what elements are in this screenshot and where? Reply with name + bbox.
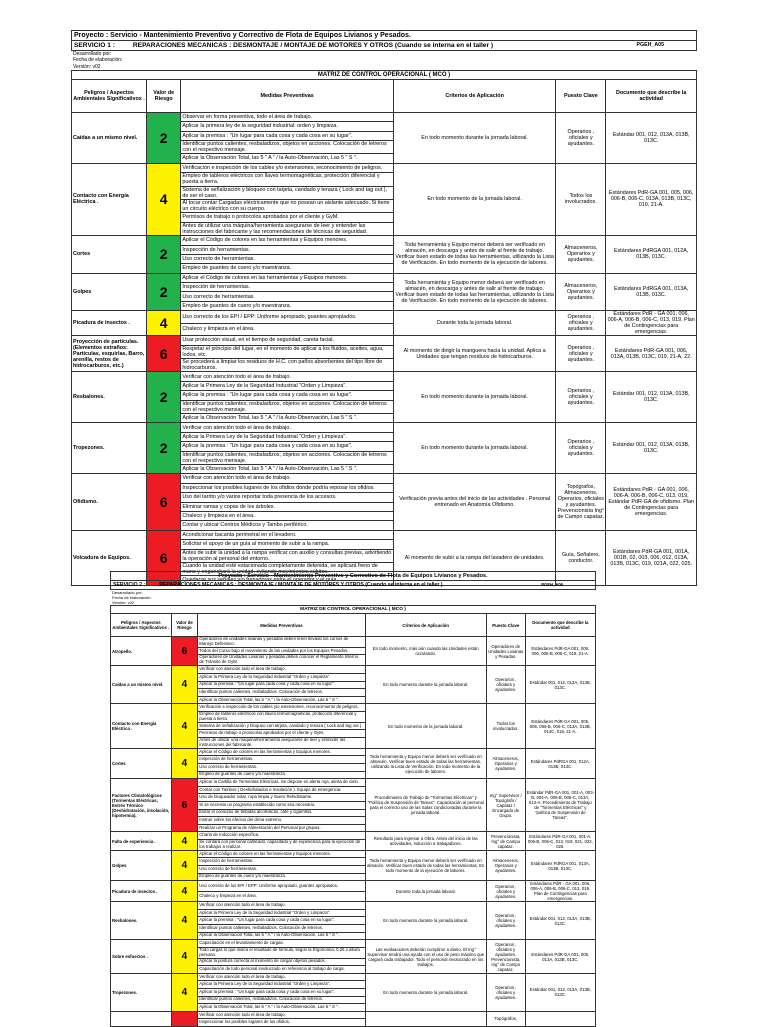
- service-label: SERVICIO 2 :: [113, 582, 146, 588]
- hazard-cell: Sobre esfuerzos .: [111, 940, 172, 974]
- preventive-measure: Observar en forma preventiva, todo el área de trabajo.: [181, 112, 394, 121]
- reference-document: Estándares PdR - GA 001, 006, 006-A, 006-B, 006-C, 013, 019. Plan de Contingencias para emergencias.: [525, 881, 595, 902]
- preventive-measure: Charla de Inducción específica.: [198, 832, 365, 840]
- mco-sheet-2: [110, 571, 596, 1027]
- key-position: Operarios , oficiales y ayudantes.: [556, 423, 606, 474]
- preventive-measure: Aplicar el Código de colores en las herramientas y Equipos menores.: [198, 850, 365, 858]
- preventive-measure: Permisos de trabajo o protocolos aprobados por el cliente y GyM.: [181, 213, 394, 222]
- reference-document: Estándar 001, 012, 013A, 013B, 013C.: [606, 372, 697, 423]
- meta-date: Fecha de elaboración:: [112, 595, 152, 600]
- service-code: PGEH_A06: [541, 582, 563, 587]
- table-row: [72, 336, 697, 345]
- preventive-measure: Empleo de guantes de cuero y/o maestranza.: [181, 301, 394, 310]
- reference-document: [525, 1011, 595, 1026]
- column-header: Criterios de Aplicación: [393, 79, 556, 112]
- service-code: PGEH_A05: [636, 42, 664, 48]
- application-criteria: En todo momento, más aún cuando las Unidades están circulando.: [365, 637, 486, 666]
- preventive-measure: Cuando la unidad esté estacionada completamente detenida, se aplicará freno de mano y enganchará la unidad, evitando movimientos súbitos.: [181, 562, 394, 575]
- hazard-cell: Tropezones.: [72, 423, 147, 474]
- preventive-measure: Si se necesita un programa establecido como sea necesario.: [198, 802, 365, 810]
- risk-value-cell: 4: [147, 163, 181, 235]
- risk-value-cell: 2: [147, 423, 181, 474]
- preventive-measure: Empleo de tableros eléctricos con llaves termomagnéticas, protección diferencial y puesta a tierra.: [181, 173, 394, 186]
- application-criteria: Procedimiento de Trabajo de "Tormentas Eléctricas" y "Política de Suspensión de Tareas". Capacitación al personal para el correcto uso de las Salas condicionadas durante la jornada laboral.: [365, 779, 486, 832]
- preventive-measure: Antes de utilizar una máquina/herramienta asegurarse de leer y entender las instrucciones del fabricante y las recomendaciones de técnicas de seguridad.: [181, 222, 394, 235]
- table-row: [72, 236, 697, 245]
- application-criteria: Las evaluaciones deberán cumplirse a diario. El Ing° Supervisor tendrá una ayuda con el uso de peso máximo que cargará cada trabajador. Todo el personal involucrado en los trabajos.: [365, 940, 486, 974]
- application-criteria: En todo momento durante la jornada laboral.: [393, 112, 556, 163]
- preventive-measure: Aplicar la Primera Ley de la Seguridad Industrial "Orden y Limpieza".: [198, 909, 365, 917]
- reference-document: Estándar 001, 012, 013A, 013B, 013C.: [606, 423, 697, 474]
- preventive-measure: Chaleco y limpieza en el área.: [181, 323, 394, 336]
- preventive-measure: Antes de utilizar una máquina/herramienta asegurarse de leer y entender las instrucciones del fabricante.: [198, 737, 365, 748]
- meta-block: [71, 51, 697, 70]
- risk-value-cell: 4: [171, 704, 198, 749]
- table-row: [111, 881, 596, 892]
- preventive-measure: Verificación e inspección de los cables y/o extensiones, reconocimiento de peligros.: [198, 704, 365, 712]
- reference-document: Estándares PdRGA 001, 012A, 013B, 013C.: [525, 748, 595, 778]
- meta-developed-by: Desarrollado por:: [112, 590, 143, 595]
- preventive-measure: Aplicar la Observación Total, las 5 " A " / la Auto-Observación, Las 5 " S ".: [198, 932, 365, 940]
- hazard-cell: Cortes: [72, 236, 147, 274]
- risk-value-cell: 4: [147, 311, 181, 336]
- column-header: Medidas Preventivas: [181, 79, 394, 112]
- risk-value-cell: 4: [171, 902, 198, 940]
- preventive-measure: Permisos de trabajo o protocolos aprobados por el cliente y GyM.: [198, 730, 365, 738]
- preventive-measure: Inspección de herramientas.: [198, 858, 365, 866]
- hazard-cell: Ofidismo.: [72, 474, 147, 530]
- table-row: [72, 474, 697, 483]
- column-header: Puesto Clave: [486, 614, 525, 637]
- application-criteria: Verificación previa antes del inicio de las actividades . Personal entrenado en Anatomía Ofidismo.: [393, 474, 556, 530]
- key-position: Operarios , oficiales y ayudantes. Prevencionista, Ing° de Campo capataz.: [486, 940, 525, 974]
- table-row: [111, 832, 596, 840]
- preventive-measure: Aplicar la Primera Ley de la Seguridad Industrial "Orden y Limpieza".: [198, 673, 365, 681]
- risk-value-cell: 4: [171, 666, 198, 704]
- application-criteria: En todo momento durante la jornada laboral.: [365, 666, 486, 704]
- key-position: Prevencionista, Ing° de Campo capataz.: [486, 832, 525, 850]
- hazard-cell: Picadura de insectos .: [72, 311, 147, 336]
- preventive-measure: Verificar con atención todo el área de trabajo.: [198, 902, 365, 910]
- service-header: [71, 41, 697, 51]
- application-criteria: En todo momento de la jornada laboral.: [393, 163, 556, 235]
- table-row: [72, 112, 697, 121]
- matrix-header-row: [111, 614, 596, 637]
- application-criteria: En todo momento durante la jornada laboral.: [393, 372, 556, 423]
- risk-value-cell: 2: [147, 112, 181, 163]
- table-row: [111, 902, 596, 910]
- mco-table: [110, 613, 596, 1027]
- key-position: Topógrafos, Almaceneros, Operarios, oficiales y ayudantes. Prevencionista Ing° de Campo capataz.: [556, 474, 606, 530]
- preventive-measure: Solicitar el apoyo de un guía al momento de subir a la rampa.: [181, 540, 394, 549]
- preventive-measure: Quedarse sus señales y/o frenadoras entre el operador y el guía.: [181, 576, 394, 585]
- matrix-header-row: [72, 79, 697, 112]
- application-criteria: Toda herramienta y Equipo menor deberá ser verificado en almacén, en descarga y antes de salir al frente de trabajo. Verificar buen estado de todas las herramientas, utilizando la Lista de Verificación. En todo momento de la ejecución de labores.: [393, 273, 556, 311]
- service-title: REPARACIONES MECANICAS : DESMONTAJE / MONTAJE DE MOTORES Y OTROS (Cuando se interna en el taller ): [159, 582, 443, 588]
- risk-value-cell: 4: [171, 748, 198, 778]
- hazard-cell: Contacto con Energía Eléctrica .: [72, 163, 147, 235]
- key-position: Operarios , oficiales y ayudantes.: [486, 902, 525, 940]
- preventive-measure: Se contará con personal calificado, capacitado y de experiencia para la ejecución de los trabajos a realizar.: [198, 839, 365, 850]
- table-row: [72, 163, 697, 172]
- reference-document: Estándar 001, 012, 013A, 013B, 013C.: [525, 902, 595, 940]
- preventive-measure: Identificar puntos calientes, resbaladizos. Colocación de letreros.: [198, 996, 365, 1004]
- hazard-cell: Proyección de partículas. (Elementos extraños: Partículas, esquirlas, Barro, arenilla, restos de hidrocarburos, etc.): [72, 336, 147, 372]
- table-row: [72, 372, 697, 381]
- reference-document: Estándares PdRGA 001, 013A, 013B, 013C.: [606, 273, 697, 311]
- key-position: Almaceneros, Operarios y ayudantes.: [486, 748, 525, 778]
- table-row: [111, 704, 596, 712]
- preventive-measure: Se procederá a limpiar los residuos de H.C. con paños absorbentes del tipo libre de hidrocarburos.: [181, 359, 394, 372]
- preventive-measure: Empleo de guantes de cuero y/o maestranza.: [198, 771, 365, 779]
- reference-document: Estándar 001, 012, 013A, 013B, 013C.: [606, 112, 697, 163]
- hazard-cell: Atropello.: [111, 637, 172, 666]
- key-position: Ing° Supervisor / Topógrafo / Capataz / Encargado de Grupo.: [486, 779, 525, 832]
- preventive-measure: Uso correcto de herramientas.: [181, 292, 394, 301]
- risk-value-cell: 4: [171, 973, 198, 1011]
- key-position: Todos los involucrados.: [556, 163, 606, 235]
- preventive-measure: Identificar puntos calientes, resbaladizos, objetos en acciones. Colocación de letreros con el respectivo mensaje.: [181, 451, 394, 464]
- preventive-measure: Aplicar la primera ley de la seguridad industrial: orden y limpieza.: [181, 122, 394, 131]
- hazard-cell: Resbalones.: [111, 902, 172, 940]
- preventive-measure: Realizar un Programa de Alimentación del Personal por grupos.: [198, 824, 365, 832]
- preventive-measure: Capacitación de todo personal involucrado en referencia al trabajo de carga.: [198, 966, 365, 974]
- project-title: Proyecto : Servicio - Mantenimiento Preventivo y Correctivo de Flota de Equipos Livianos y Pesados.: [71, 30, 697, 41]
- preventive-measure: Verificar con atención todo el área de trabajo.: [198, 973, 365, 981]
- application-criteria: [365, 1011, 486, 1026]
- risk-value-cell: 4: [171, 940, 198, 974]
- preventive-measure: Aplicar la Observación Total, las 5 " A " / la Auto-Observación, Las 5 " S ".: [181, 465, 394, 474]
- key-position: Almaceneros, Operarios y ayudantes.: [556, 273, 606, 311]
- application-criteria: Toda herramienta y Equipo menor deberá ser verificado en almacén. Verificar buen estado de todas las herramientas, utilizando la Lista de Verificación. En todo momento de la ejecución de labores.: [365, 748, 486, 778]
- preventive-measure: Inspeccionar los posibles lugares de los ofidios donde podría reposar los ofidios.: [181, 483, 394, 492]
- preventive-measure: Aplicar la premisa : "Un lugar para cada cosa y cada cosa en su lugar".: [198, 917, 365, 925]
- preventive-measure: Aplicar la Observación Total, las 5 " A " / la Auto-Observación, Las 5 " S ".: [198, 696, 365, 704]
- preventive-measure: Inspección de herramientas.: [181, 245, 394, 254]
- application-criteria: En todo momento durante la jornada laboral.: [365, 902, 486, 940]
- table-row: [111, 637, 596, 648]
- preventive-measure: Instruir sobre los efectos del clima extremo.: [198, 817, 365, 825]
- preventive-measure: Verificar con atención todo el área de trabajo.: [181, 372, 394, 381]
- application-criteria: Al momento de dirigir la manguera hacia la unidad. Aplica a Unidades que tengan residuos de hidrocarburos.: [393, 336, 556, 372]
- reference-document: Estándares PdR-GA 001, 005, 006, 006-B, 006-C, 013A, 013B, 013C, 019, 21-A.: [606, 163, 697, 235]
- project-title: Proyecto : Servicio - Mantenimiento Preventivo y Correctivo de Flota de Equipos Livianos y Pesados.: [110, 571, 596, 581]
- preventive-measure: Todos del Curso bajo el movimiento de las unidades por los Equipos Pesados.: [198, 647, 365, 655]
- preventive-measure: Operadores de unidades livianas y pesadas deben tener llevado los cursos de Manejo Defensivo.: [198, 637, 365, 648]
- hazard-cell: Tropezones.: [111, 973, 172, 1011]
- preventive-measure: Uso correcto de herramientas.: [198, 866, 365, 874]
- preventive-measure: Evitar el consumo de bebidas alcohólicas, café y cigarrillos.: [198, 809, 365, 817]
- table-row: [111, 850, 596, 858]
- risk-value-cell: 6: [147, 336, 181, 372]
- column-header: Valor de Riesgo: [147, 79, 181, 112]
- risk-value-cell: 6: [171, 637, 198, 666]
- reference-document: Estándares PdRGA 001, 013A, 013B, 013C.: [525, 850, 595, 880]
- hazard-cell: Caídas a un mismo nivel.: [111, 666, 172, 704]
- preventive-measure: Contar con Tambos ( Deshidratados e Insolación ). Equipo de emergencia.: [198, 786, 365, 794]
- matrix-title: MATRIZ DE CONTROL OPERACIONAL ( MCO ): [110, 605, 596, 613]
- preventive-measure: Capacitación en el levantamiento de cargas.: [198, 940, 365, 948]
- meta-date: Fecha de elaboración:: [73, 57, 123, 64]
- preventive-measure: Identificar puntos calientes, resbaladizos. Colocación de letreros.: [198, 925, 365, 933]
- preventive-measure: Aplicar la Observación Total, las 5 " A " / la Auto-Observación, Las 5 " S ".: [181, 154, 394, 163]
- table-row: [111, 973, 596, 981]
- preventive-measure: Chaleco y limpieza en el área.: [181, 511, 394, 520]
- column-header: Medidas Preventivas: [198, 614, 365, 637]
- table-row: [111, 748, 596, 756]
- application-criteria: En todo momento de la jornada laboral.: [365, 704, 486, 749]
- matrix-title: MATRIZ DE CONTROL OPERACIONAL ( MCO ): [71, 70, 697, 79]
- preventive-measure: Uso correcto de herramientas.: [181, 254, 394, 263]
- key-position: Topógrafos,: [486, 1011, 525, 1026]
- preventive-measure: Aplicar la Cartilla de Tormentas Eléctricas. Se dispone en alerta roja, alerta de cielo.: [198, 779, 365, 787]
- reference-document: Estándares PdR-GA 001, 005, 006, 006-B, 006-C, 013A, 013B, 013C, 019, 21-A.: [525, 704, 595, 749]
- reference-document: Estándar PdR-GA 001, 001-A, 003-B, 004-A, 006-B, 006-C, 013A, 013-A. Procedimiento de Trabajo de "Tormentas Eléctricas" y "política de Suspensión de Tareas".: [525, 779, 595, 832]
- hazard-cell: Factores Climatológicos (Tormentas Eléctricas, Estrés Térmico (Deshidratación, insolación, hipotermia).: [111, 779, 172, 832]
- preventive-measure: Aplicar la Primera Ley de la Seguridad Industrial "Orden y Limpieza".: [198, 981, 365, 989]
- service-header: [110, 581, 596, 590]
- preventive-measure: Uso del tarrito y/o varios reportar toda presencia de los accesos.: [181, 493, 394, 502]
- preventive-measure: Empleo de guantes de cuero y/o maestranza.: [198, 873, 365, 881]
- preventive-measure: Aplicar el Código de colores en las herramientas y Equipos menores.: [198, 748, 365, 756]
- meta-block: [110, 590, 596, 605]
- application-criteria: Toda herramienta y Equipo menor deberá ser verificado en almacén. Verificar buen estado de todas las herramientas. En todo momento de la ejecución de labores.: [365, 850, 486, 880]
- preventive-measure: Aplicar la premisa : "Un lugar para cada cosa y cada cosa en su lugar".: [181, 131, 394, 140]
- preventive-measure: Uso correcto de los EPI / EPP: Uniforme apropiado, guantes apropiados.: [181, 311, 394, 324]
- preventive-measure: Identificar puntos calientes, resbaladizos, objetos en acciones. Colocación de letreros con el respectivo mensaje.: [181, 400, 394, 413]
- hazard-cell: Cortes: [111, 748, 172, 778]
- hazard-cell: Caídas a un mismo nivel.: [72, 112, 147, 163]
- risk-value-cell: 2: [147, 372, 181, 423]
- preventive-measure: Usar protección visual, en el tiempo de seguridad, careta facial.: [181, 336, 394, 345]
- risk-value-cell: 4: [171, 850, 198, 880]
- table-row: [111, 940, 596, 948]
- preventive-measure: Verificar con atención todo el área de trabajo.: [198, 1011, 365, 1019]
- preventive-measure: Verificar con atención todo el área de trabajo.: [198, 666, 365, 674]
- column-header: Puesto Clave: [556, 79, 606, 112]
- hazard-cell: Golpes: [72, 273, 147, 311]
- hazard-cell: Golpes: [111, 850, 172, 880]
- preventive-measure: Aplicar el Código de colores en las herramientas y Equipos menores.: [181, 273, 394, 282]
- meta-version: Versión: v02: [112, 600, 135, 605]
- preventive-measure: Acondicionar bacanta perimetral en el levadero.: [181, 530, 394, 539]
- table-row: [111, 1011, 596, 1019]
- risk-value-cell: 2: [147, 236, 181, 274]
- preventive-measure: Aplicar la premisa : "Un lugar para cada cosa y cada cosa en su lugar".: [198, 989, 365, 997]
- reference-document: Estándares PdR-GA 001, 001A, 001B, 02, 003, 006, 012, 013A, 013B, 013C, 019, 021A, 022, 025.: [606, 530, 697, 585]
- column-header: Peligros / Aspectos Ambientales Significativos .: [72, 79, 147, 112]
- reference-document: Estándar 001, 012, 013A, 013B, 013C.: [525, 666, 595, 704]
- key-position: Todos los involucrados.: [486, 704, 525, 749]
- table-row: [72, 273, 697, 282]
- key-position: Operarios , oficiales y ayudantes.: [556, 112, 606, 163]
- preventive-measure: Aplicar la Observación Total, las 5 " A " / la Auto-Observación, Las 5 " S ".: [198, 1004, 365, 1012]
- mco-table: [71, 79, 697, 586]
- table-row: [111, 666, 596, 674]
- preventive-measure: Operadores de Unidades Livianas y pesadas deben conocer el Reglamento Interno de Tránsito de GyM.: [198, 655, 365, 666]
- preventive-measure: Aplicar la Observación Total, las 5 " A " / la Auto-Observación, Las 5 " S ".: [181, 414, 394, 423]
- application-criteria: En todo momento durante la jornada laboral.: [365, 973, 486, 1011]
- key-position: Guía, Señalero, conductor.: [556, 530, 606, 585]
- key-position: Operarios , oficiales y ayudantes.: [556, 372, 606, 423]
- key-position: Operarios , oficiales y ayudantes.: [486, 666, 525, 704]
- reference-document: Estándares PdR - GA 001, 006, 006-A, 006-B, 006-C, 013, 019, Estándar PdR-GA de ofidismo. Plan de Contingencias para emergencias.: [606, 474, 697, 530]
- application-criteria: Al momento de subir a la rampa del lavadero de unidades.: [393, 530, 556, 585]
- preventive-measure: Empleo de tableros eléctricos con llaves termomagnéticas, protección diferencial y puesta a tierra.: [198, 711, 365, 722]
- service-label: SERVICIO 1 :: [74, 42, 115, 49]
- key-position: Operarios , oficiales y ayudantes.: [486, 881, 525, 902]
- column-header: Valor de Riesgo: [171, 614, 198, 637]
- preventive-measure: Aplicar la premisa : "Un lugar para cada cosa y cada cosa en su lugar".: [198, 681, 365, 689]
- preventive-measure: Sistema de señalización y bloqueo con tarjeta, candado y tenaza ( Lock and tag out ), de ser el caso.: [181, 186, 394, 199]
- preventive-measure: Identificar puntos calientes, resbaladizos, objetos en acciones. Colocación de letreros con el respectivo mensaje.: [181, 140, 394, 153]
- key-position: Operarios , oficiales y ayudantes.: [556, 336, 606, 372]
- reference-document: Estándar 001, 012, 013A, 013B, 013C.: [525, 973, 595, 1011]
- key-position: Operarios , oficiales y ayudantes.: [556, 311, 606, 336]
- preventive-measure: Aplicar la premisa : "Un lugar para cada cosa y cada cosa en su lugar".: [181, 442, 394, 451]
- table-row: [111, 779, 596, 787]
- key-position: Almaceneros, Operarios y ayudantes.: [486, 850, 525, 880]
- column-header: Criterios de Aplicación: [365, 614, 486, 637]
- table-row: [72, 311, 697, 324]
- risk-value-cell: 6: [147, 474, 181, 530]
- preventive-measure: Antes de subir la unidad a la rampa verificar con auxilio y consultas previas, advirtiendo la operación al personal del entorno.: [181, 549, 394, 562]
- risk-value-cell: 4: [171, 881, 198, 902]
- column-header: Documento que describe la actividad: [525, 614, 595, 637]
- preventive-measure: Al tocar contar Cargadas eléctricamente que no posean un aislante adecuado. Si tiene un circuito eléctrico con su cuerpo.: [181, 199, 394, 212]
- risk-value-cell: [171, 1011, 198, 1026]
- hazard-cell: Falta de experiencia .: [111, 832, 172, 850]
- preventive-measure: Aplicar la Primera Ley de la Seguridad Industrial "Orden y Limpieza".: [181, 381, 394, 390]
- application-criteria: Durante toda la jornada laboral.: [365, 881, 486, 902]
- reference-document: Estándares PdR-GA 001, 006, 013A, 013B, 013C, 019, 21-A, 22.: [606, 336, 697, 372]
- preventive-measure: Aplicar la premisa : "Un lugar para cada cosa y cada cosa en su lugar".: [181, 391, 394, 400]
- meta-version: Versión: v02: [73, 63, 101, 70]
- preventive-measure: Empleo de guantes de cuero y/o maestranza.: [181, 264, 394, 273]
- column-header: Peligros / Aspectos Ambientales Significativos .: [111, 614, 172, 637]
- preventive-measure: Respetar el principio del lugar, en el momento de aplicar a los fluidos, aceites, agua, lodos, etc.: [181, 345, 394, 358]
- mco-sheet-1: [71, 30, 697, 586]
- application-criteria: Toda herramienta y Equipo menor deberá ser verificado en almacén, en descarga y antes de salir al frente de trabajo. Verificar buen estado de todas las herramientas, utilizando la Lista de Verificación. En todo momento de la ejecución de labores.: [393, 236, 556, 274]
- column-header: Documento que describe la actividad: [606, 79, 697, 112]
- hazard-cell: Contacto con Energía Eléctrica .: [111, 704, 172, 749]
- preventive-measure: Inspección de herramientas.: [198, 756, 365, 764]
- preventive-measure: Sistema de señalización y bloqueo con tarjeta, candado y tenaza ( Lock and tag out ).: [198, 722, 365, 730]
- preventive-measure: Uso de bloqueador solar, ropa limpia y Suero Rehidratante.: [198, 794, 365, 802]
- preventive-measure: Aplicar la Primera Ley de la Seguridad Industrial "Orden y Limpieza".: [181, 432, 394, 441]
- preventive-measure: Uso correcto de los EPI / EPP: Uniforme apropiado, guantes apropiados.: [198, 881, 365, 892]
- preventive-measure: Uso correcto de herramientas.: [198, 764, 365, 772]
- preventive-measure: Verificar con atención todo el área de trabajo.: [181, 423, 394, 432]
- preventive-measure: Inspeccionar los posibles lugares de los ofidios.: [198, 1019, 365, 1027]
- meta-developed-by: Desarrollado por:: [73, 51, 112, 57]
- preventive-measure: Chaleco y limpieza en el área.: [198, 891, 365, 902]
- preventive-measure: Inspección de herramientas.: [181, 283, 394, 292]
- preventive-measure: Aplicar el Código de colores en las herramientas y Equipos menores.: [181, 236, 394, 245]
- preventive-measure: Todo cargas lo que indica el resultado de fórmula, según la Ergonomía, 0.25 x altura persona.: [198, 947, 365, 958]
- risk-value-cell: 6: [147, 530, 181, 585]
- preventive-measure: Verificar con atención todo el área de trabajo.: [181, 474, 394, 483]
- reference-document: Estándares PdRGA 001, 012A, 013B, 013C.: [606, 236, 697, 274]
- table-row: [72, 530, 697, 539]
- preventive-measure: Contar y ubicar Centros Médicos y Tambo periférico.: [181, 521, 394, 530]
- hazard-cell: [111, 1011, 172, 1026]
- preventive-measure: Identificar puntos calientes, resbaladizos. Colocación de letreros.: [198, 689, 365, 697]
- application-criteria: En todo momento durante la jornada laboral.: [393, 423, 556, 474]
- hazard-cell: Resbalones.: [72, 372, 147, 423]
- preventive-measure: Eliminar ramas y copas de los árboles.: [181, 502, 394, 511]
- preventive-measure: Verificación e inspección de los cables y/o extensiones, reconocimiento de peligros.: [181, 163, 394, 172]
- key-position: Operarios , oficiales y ayudantes.: [486, 973, 525, 1011]
- hazard-cell: Picadura de insectos .: [111, 881, 172, 902]
- reference-document: Estándares PdR-GA 001, 005, 013A, 013B, 013C.: [525, 940, 595, 974]
- key-position: Almaceneros, Operarios y ayudantes.: [556, 236, 606, 274]
- preventive-measure: Aplicar la postura correcta al momento de cargar objetos pesados.: [198, 958, 365, 966]
- hazard-cell: Volcadura de Equipos.: [72, 530, 147, 585]
- reference-document: Estándares PdR - GA 001, 006, 006-A, 006-B, 006-C, 013, 019. Plan de Contingencias para emergencias.: [607, 311, 695, 336]
- application-criteria: Resultado para ingresar a Obra. Antes del inicio de las actividades, inducción a trabajadores.: [365, 832, 486, 850]
- reference-document: Estándares PdR-GA 001, 005, 006, 006-B, 006-C, 019, 21-A.: [525, 637, 595, 666]
- service-title: REPARACIONES MECANICAS : DESMONTAJE / MONTAJE DE MOTORES Y OTROS (Cuando se interna en el taller ): [132, 42, 494, 49]
- risk-value-cell: 2: [147, 273, 181, 311]
- application-criteria: Durante toda la jornada laboral.: [393, 311, 556, 336]
- key-position: Operadores de Unidades Livianas y Pesadas.: [486, 637, 525, 666]
- table-row: [72, 423, 697, 432]
- risk-value-cell: 4: [171, 832, 198, 850]
- risk-value-cell: 6: [171, 779, 198, 832]
- reference-document: Estándares PdR-GA 001, 001-A, 006-B, 006-C, 013, 019, 021, 022, 025.: [525, 832, 595, 850]
